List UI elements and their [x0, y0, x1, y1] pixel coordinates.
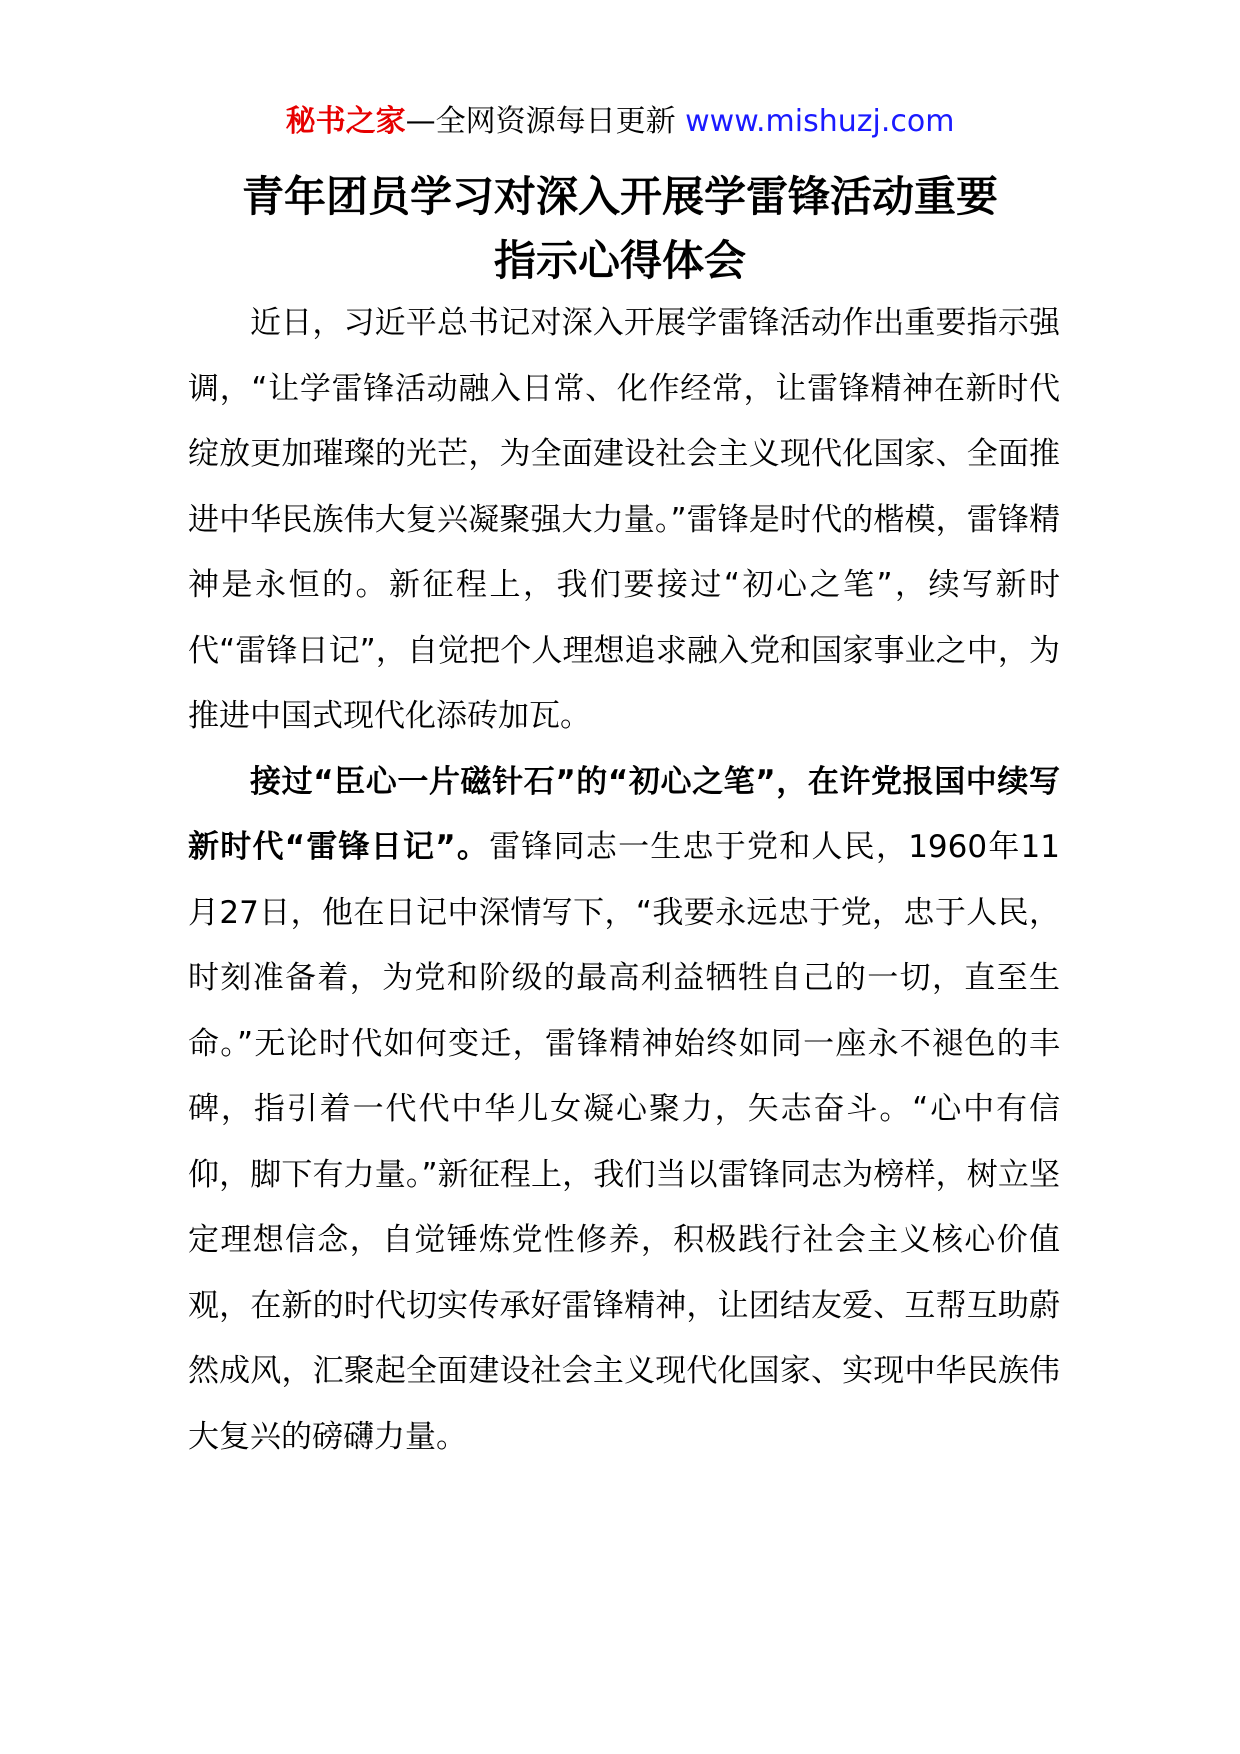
document-body: [188, 291, 1060, 1470]
header-tagline: —全网资源每日更新: [405, 104, 686, 139]
title-line-2: 指示心得体会: [493, 236, 746, 285]
section-body-text: 雷锋同志一生忠于党和人民，1960年11月27日，他在日记中深情写下，“我要永远忠于党，忠于人民，时刻准备着，为党和阶级的最高利益牺牲自己的一切，直至生命。”无论时代如何变迁，雷锋精神始终如同一座永不褪色的丰碑，指引着一代代中华儿女凝心聚力，矢志奋斗。“心中有信仰，脚下有力量。”新征程上，我们当以雷锋同志为榜样，树立坚定理想信念，自觉锤炼党性修养，积极践行社会主义核心价值观，在新的时代切实传承好雷锋精神，让团结友爱、互帮互助蔚然成风，汇聚起全面建设社会主义现代化国家、实现中华民族伟大复兴的磅礴力量。: [188, 829, 1061, 1455]
paragraph-section-1: [188, 750, 1060, 1471]
paragraph-intro: 近日，习近平总书记对深入开展学雷锋活动作出重要指示强调，“让学雷锋活动融入日常、化作经常，让雷锋精神在新时代绽放更加璀璨的光芒，为全面建设社会主义现代化国家、全面推进中华民族伟大复兴凝聚强大力量。”雷锋是时代的楷模，雷锋精神是永恒的。新征程上，我们要接过“初心之笔”，续写新时代“雷锋日记”，自觉把个人理想追求融入党和国家事业之中，为推进中国式现代化添砖加瓦。: [188, 305, 1060, 734]
site-url-link[interactable]: www.mishuzj.com: [685, 104, 955, 139]
title-line-1: 青年团员学习对深入开展学雷锋活动重要: [241, 172, 998, 221]
site-header: [0, 100, 1240, 144]
section-heading-lead: 接过“臣心一片磁针石”的“初心之笔”，在许党报国中续写新时代“雷锋日记”。: [188, 763, 1060, 865]
document-title: [150, 165, 1090, 293]
brand-name: 秘书之家: [285, 104, 406, 139]
